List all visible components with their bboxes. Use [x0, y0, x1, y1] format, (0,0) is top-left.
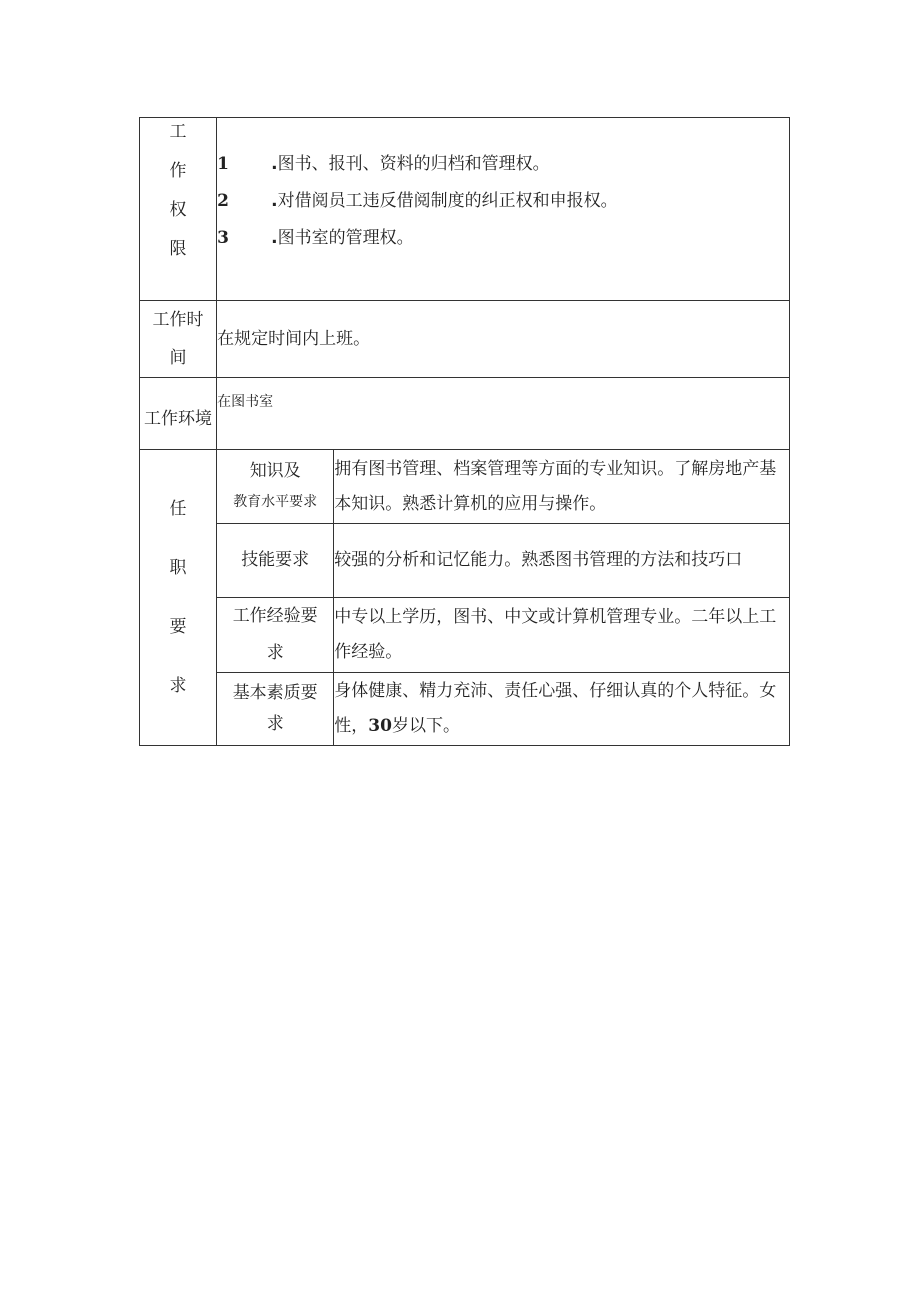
requirement-label-line1: 技能要求 [241, 550, 310, 570]
environment-label: 工作环境 [140, 378, 217, 450]
environment-row [140, 378, 790, 450]
requirement-value: 中专以上学历，图书、中文或计算机管理专业。二年以上工作经验。 [334, 598, 790, 673]
permission-dot: . [271, 228, 278, 248]
requirement-value: 拥有图书管理、档案管理等方面的专业知识。了解房地产基本知识。熟悉计算机的应用与操作。 [334, 450, 790, 524]
requirement-label [217, 524, 334, 598]
permissions-content [217, 118, 790, 301]
job-description-table [139, 117, 790, 746]
work-time-label [140, 301, 217, 378]
requirement-label [217, 450, 334, 524]
requirements-label-char: 任 [169, 498, 187, 519]
requirements-label [140, 450, 217, 746]
permission-number: 3 [217, 228, 229, 248]
permissions-row [140, 118, 790, 301]
permission-item [217, 220, 789, 257]
requirement-label [217, 673, 334, 746]
requirement-row [140, 598, 790, 673]
permission-item [217, 146, 789, 183]
requirement-label-line1: 工作经验要 [232, 606, 318, 626]
permissions-label-char: 权 [169, 200, 187, 220]
requirements-label-char: 职 [169, 557, 187, 578]
requirement-value [334, 673, 790, 746]
permissions-label-char: 工 [169, 122, 187, 142]
permission-number: 2 [217, 191, 229, 211]
permission-number: 1 [217, 154, 229, 174]
permissions-label [140, 118, 217, 301]
requirement-row [140, 673, 790, 746]
work-time-row [140, 301, 790, 378]
permissions-label-char: 作 [169, 161, 187, 181]
permissions-label-char: 限 [169, 239, 187, 259]
requirement-label-line1: 基本素质要 [232, 683, 318, 703]
requirement-label-line1: 知识及 [249, 460, 301, 481]
requirement-label-line2: 教育水平要求 [233, 493, 318, 510]
requirement-label-line2: 求 [266, 714, 284, 734]
permission-item [217, 183, 789, 220]
permission-dot: . [271, 154, 278, 174]
requirement-value-part-b: 岁以下。 [391, 716, 460, 736]
permission-text: 对借阅员工违反借阅制度的纠正权和申报权。 [277, 191, 618, 211]
requirements-label-char: 求 [169, 675, 187, 696]
requirement-row [140, 450, 790, 524]
requirement-value: 较强的分析和记忆能力。熟悉图书管理的方法和技巧口 [334, 524, 790, 598]
permission-text: 图书室的管理权。 [277, 228, 414, 248]
work-time-value: 在规定时间内上班。 [217, 301, 790, 378]
requirement-label [217, 598, 334, 673]
work-time-label-line2: 间 [169, 348, 187, 368]
age-number: 30 [368, 716, 392, 736]
permission-dot: . [271, 191, 278, 211]
requirement-value-part-a: 身体健康、精力充沛、责任心强、仔细认真的个人特征。女性， [334, 681, 777, 736]
permission-text: 图书、报刊、资料的归档和管理权。 [277, 154, 550, 174]
requirement-label-line2: 求 [266, 643, 284, 663]
work-time-label-line1: 工作时 [152, 310, 204, 330]
environment-value: 在图书室 [217, 378, 790, 450]
requirements-label-char: 要 [169, 616, 187, 637]
requirement-row [140, 524, 790, 598]
